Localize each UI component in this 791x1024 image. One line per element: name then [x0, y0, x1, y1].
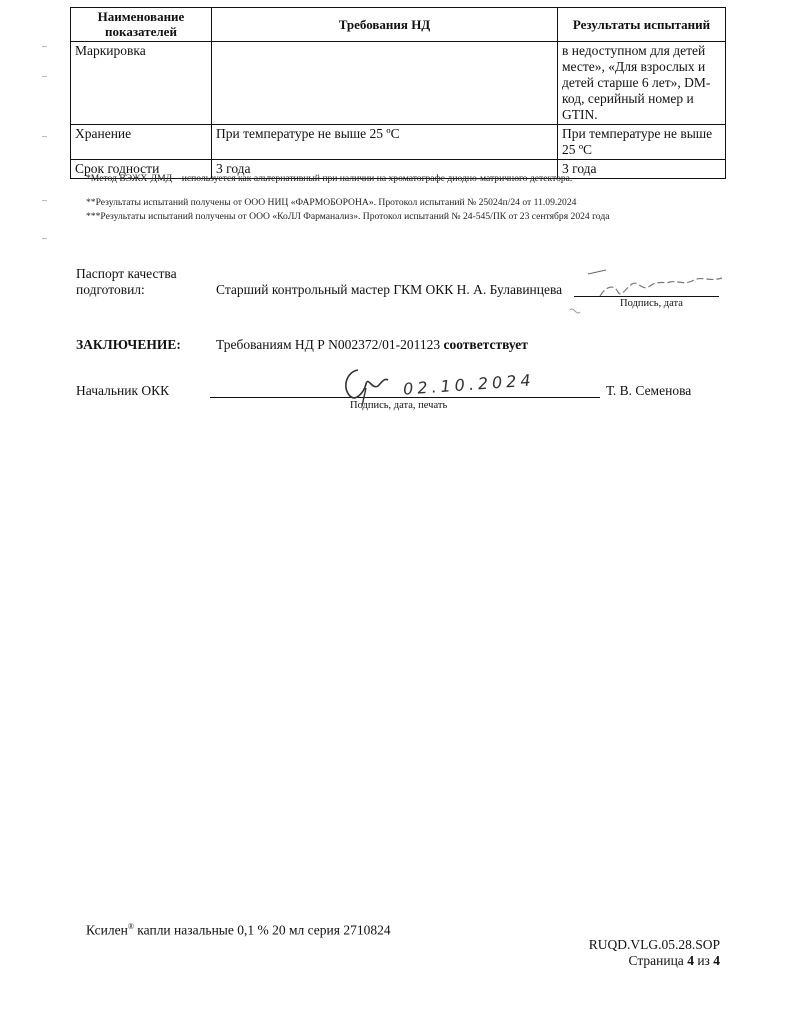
- margin-tick: [42, 46, 47, 47]
- cell-name: Срок годности: [71, 160, 212, 179]
- prepared-caption: Подпись, дата: [620, 298, 683, 309]
- results-table: [70, 7, 726, 179]
- head-handwritten-date: 02.10.2024: [402, 370, 536, 399]
- margin-tick: [42, 238, 47, 239]
- cell-requirement: 3 года: [212, 160, 558, 179]
- footnote-3: ***Результаты испытаний получены от ООО «КоЛЛ Фарманализ». Протокол испытаний № 24-545/ПК от 23 сентября 2024 года: [86, 211, 610, 222]
- prepared-person: Старший контрольный мастер ГКМ ОКК Н. А. Булавинцева: [216, 282, 563, 297]
- footnote-2: **Результаты испытаний получены от ООО НИЦ «ФАРМОБОРОНА». Протокол испытаний № 25024п/24 от 11.09.2024: [86, 197, 577, 208]
- footer-doc-code: RUQD.VLG.05.28.SOP: [588, 937, 720, 952]
- cell-requirement: [212, 42, 558, 125]
- table-row: [71, 125, 726, 160]
- table-row: [71, 42, 726, 125]
- margin-tick: [42, 136, 47, 137]
- head-signature: [336, 362, 396, 410]
- cell-name: Хранение: [71, 125, 212, 160]
- margin-tick: [42, 76, 47, 77]
- footer-product: Ксилен® капли назальные 0,1 % 20 мл серия 2710824: [86, 922, 391, 938]
- header-requirement: Требования НД: [212, 8, 558, 42]
- margin-tick: [42, 200, 47, 201]
- conclusion-verdict: соответствует: [443, 337, 528, 352]
- prepared-signature: [566, 262, 736, 322]
- cell-name: Маркировка: [71, 42, 212, 125]
- head-label: Начальник ОКК: [76, 383, 170, 398]
- cell-result: в недоступном для детей месте», «Для взрослых и детей старше 6 лет», DM-код, серийный номер и GTIN.: [558, 42, 726, 125]
- conclusion-statement: [216, 337, 528, 353]
- header-parameter: Наименование показателей: [71, 8, 212, 42]
- cell-result: При температуре не выше 25 ºС: [558, 125, 726, 160]
- prepared-label: Паспорт качества подготовил:: [76, 266, 177, 297]
- head-caption: Подпись, дата, печать: [350, 400, 448, 411]
- cell-requirement: При температуре не выше 25 ºС: [212, 125, 558, 160]
- head-person: Т. В. Семенова: [606, 383, 692, 398]
- header-result: Результаты испытаний: [558, 8, 726, 42]
- footnote-1: *Метод ВЭЖХ-ДМД – используется как альтернативный при наличии на хроматографе диодно-матричного детектора.: [86, 173, 573, 184]
- cell-result: 3 года: [558, 160, 726, 179]
- conclusion-label: ЗАКЛЮЧЕНИЕ:: [76, 337, 181, 352]
- footer-page-number: Страница 4 из 4: [628, 953, 720, 968]
- conclusion-text: Требованиям НД Р N002372/01-201123: [216, 337, 441, 352]
